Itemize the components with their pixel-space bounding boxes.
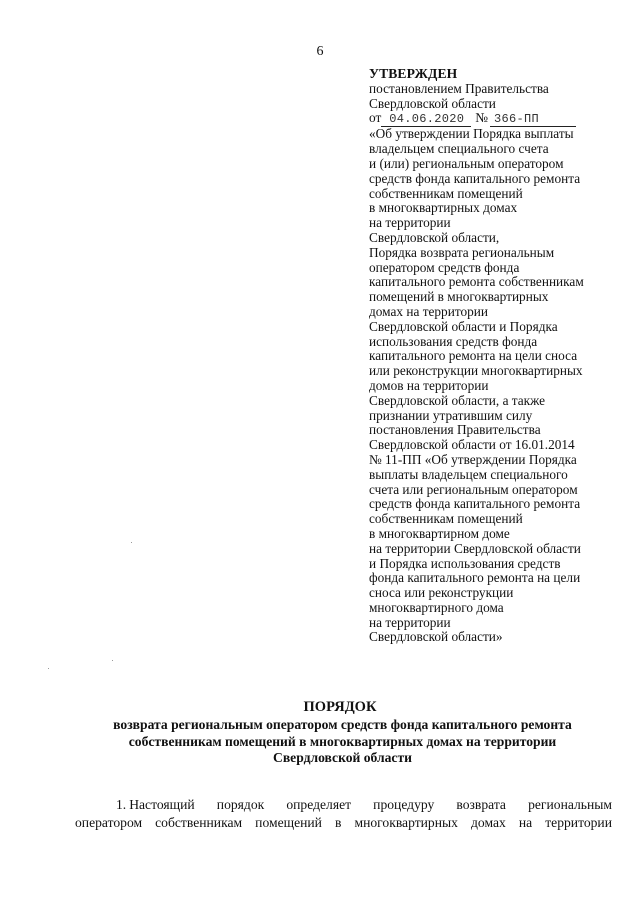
approval-number: 366-ПП bbox=[490, 113, 576, 127]
approval-title-line: домов на территории bbox=[369, 377, 489, 393]
page-number: 6 bbox=[316, 44, 324, 59]
approval-title-line: Свердловской области и Порядка bbox=[369, 318, 558, 334]
subtitle-line: Свердловской области bbox=[273, 750, 412, 765]
approval-date: 04.06.2020 bbox=[381, 113, 471, 127]
number-sign: № bbox=[475, 110, 488, 126]
approval-by-line-2: Свердловской области bbox=[369, 95, 496, 111]
approval-stamp: УТВЕРЖДЕН bbox=[369, 66, 458, 81]
paragraph-text: Настоящий порядок определяет процедуру возврата региональным bbox=[129, 797, 612, 812]
approval-title-line: в многоквартирном доме bbox=[369, 525, 510, 541]
approval-title-line: собственникам помещений bbox=[369, 185, 523, 201]
scan-speck bbox=[48, 668, 49, 669]
approval-title-line: сноса или реконструкции bbox=[369, 585, 514, 601]
approval-title-line: использования средств фонда bbox=[369, 333, 538, 349]
approval-title-line: домах на территории bbox=[369, 303, 488, 319]
approval-title-line: «Об утверждении Порядка выплаты bbox=[369, 126, 574, 142]
approval-title-line: или реконструкции многоквартирных bbox=[369, 363, 583, 379]
paragraph-line: оператором собственникам помещений в многоквартирных домах на территории bbox=[75, 814, 612, 830]
approval-title-line: Порядка возврата региональным bbox=[369, 244, 555, 260]
approval-block bbox=[369, 67, 624, 645]
paragraph-1 bbox=[75, 796, 612, 831]
approval-title-line: многоквартирного дома bbox=[369, 599, 504, 615]
approval-title bbox=[369, 127, 624, 645]
document-subtitle bbox=[75, 717, 610, 767]
approval-title-line: выплаты владельцем специального bbox=[369, 466, 568, 482]
approval-title-line: признании утратившим силу bbox=[369, 407, 533, 423]
approval-title-line: средств фонда капитального ремонта bbox=[369, 496, 581, 512]
approval-title-line: на территории bbox=[369, 614, 451, 630]
scan-speck bbox=[112, 660, 113, 661]
approval-title-line: фонда капитального ремонта на цели bbox=[369, 570, 581, 586]
approval-title-line: средств фонда капитального ремонта bbox=[369, 170, 581, 186]
approval-title-line: Свердловской области» bbox=[369, 629, 503, 645]
subtitle-line: собственникам помещений в многоквартирных домах на территории bbox=[128, 733, 557, 749]
approval-title-line: владельцем специального счета bbox=[369, 141, 549, 157]
approval-title-line: помещений в многоквартирных bbox=[369, 289, 549, 305]
approval-title-line: и Порядка использования средств bbox=[369, 555, 561, 571]
approval-title-line: на территории Свердловской области bbox=[369, 540, 581, 556]
scan-speck bbox=[131, 542, 132, 543]
approval-title-line: оператором средств фонда bbox=[369, 259, 520, 275]
approval-title-line: № 11-ПП «Об утверждении Порядка bbox=[369, 451, 577, 467]
approval-title-line: капитального ремонта на цели сноса bbox=[369, 348, 578, 364]
approval-title-line: Свердловской области, а также bbox=[369, 392, 546, 408]
subtitle-line: возврата региональным оператором средств фонда капитального ремонта bbox=[113, 717, 572, 732]
approval-title-line: собственникам помещений bbox=[369, 511, 523, 527]
approval-title-line: капитального ремонта собственникам bbox=[369, 274, 584, 290]
approval-title-line: Свердловской области от 16.01.2014 bbox=[369, 437, 575, 453]
paragraph-line bbox=[75, 796, 612, 814]
paragraph-number: 1. bbox=[116, 797, 127, 812]
approval-title-line: Свердловской области, bbox=[369, 229, 500, 245]
approval-title-line: на территории bbox=[369, 215, 451, 231]
approval-date-line bbox=[369, 111, 624, 127]
approval-by-line-1: постановлением Правительства bbox=[369, 80, 549, 96]
approval-title-line: постановления Правительства bbox=[369, 422, 541, 438]
approval-title-line: и (или) региональным оператором bbox=[369, 155, 564, 171]
approval-title-line: счета или региональным оператором bbox=[369, 481, 578, 497]
document-title: ПОРЯДОК bbox=[303, 699, 377, 715]
date-prefix: от bbox=[369, 110, 382, 126]
approval-title-line: в многоквартирных домах bbox=[369, 200, 518, 216]
